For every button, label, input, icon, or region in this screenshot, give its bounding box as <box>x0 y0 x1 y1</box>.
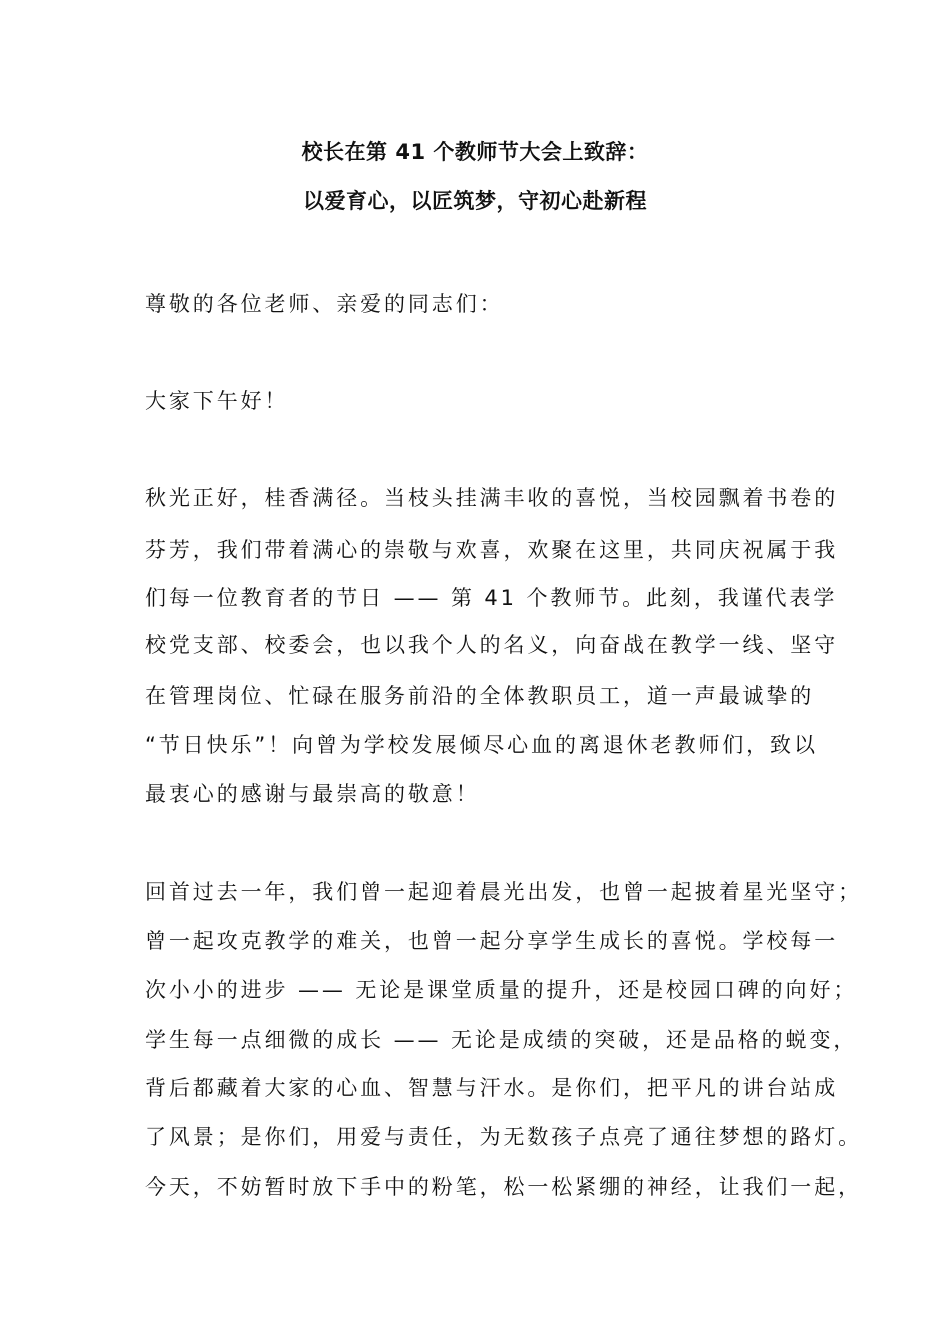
paragraph1-line: 芬芳，我们带着满心的崇敬与欢喜，欢聚在这里，共同庆祝属于我 <box>145 538 839 562</box>
paragraph2-line: 回首过去一年，我们曾一起迎着晨光出发，也曾一起披着星光坚守； <box>145 880 862 904</box>
paragraph1-line: 在管理岗位、忙碌在服务前沿的全体教职员工，道一声最诚挚的 <box>145 684 815 708</box>
greeting: 大家下午好！ <box>145 389 289 413</box>
document-subtitle: 以爱育心，以匠筑梦，守初心赴新程 <box>303 189 647 213</box>
salutation: 尊敬的各位老师、亲爱的同志们： <box>145 292 504 316</box>
paragraph1-line: 们每一位教育者的节日 —— 第 41 个教师节。此刻，我谨代表学 <box>145 586 838 610</box>
paragraph1-line: 秋光正好，桂香满径。当枝头挂满丰收的喜悦，当校园飘着书卷的 <box>145 486 839 510</box>
paragraph1-line: 最衷心的感谢与最崇高的敬意！ <box>145 782 480 806</box>
paragraph1-line: “节日快乐”！向曾为学校发展倾尽心血的离退休老教师们，致以 <box>145 733 818 757</box>
paragraph2-line: 曾一起攻克教学的难关，也曾一起分享学生成长的喜悦。学校每一 <box>145 929 839 953</box>
paragraph2-line: 了风景；是你们，用爱与责任，为无数孩子点亮了通往梦想的路灯。 <box>145 1125 862 1149</box>
paragraph2-line: 背后都藏着大家的心血、智慧与汗水。是你们，把平凡的讲台站成 <box>145 1076 839 1100</box>
paragraph2-line: 学生每一点细微的成长 —— 无论是成绩的突破，还是品格的蜕变， <box>145 1028 858 1052</box>
paragraph2-line: 次小小的进步 —— 无论是课堂质量的提升，还是校园口碑的向好； <box>145 978 858 1002</box>
paragraph1-line: 校党支部、校委会，也以我个人的名义，向奋战在教学一线、坚守 <box>145 633 839 657</box>
document-title: 校长在第 41 个教师节大会上致辞： <box>301 140 649 164</box>
paragraph2-line: 今天，不妨暂时放下手中的粉笔，松一松紧绷的神经，让我们一起， <box>145 1175 862 1199</box>
